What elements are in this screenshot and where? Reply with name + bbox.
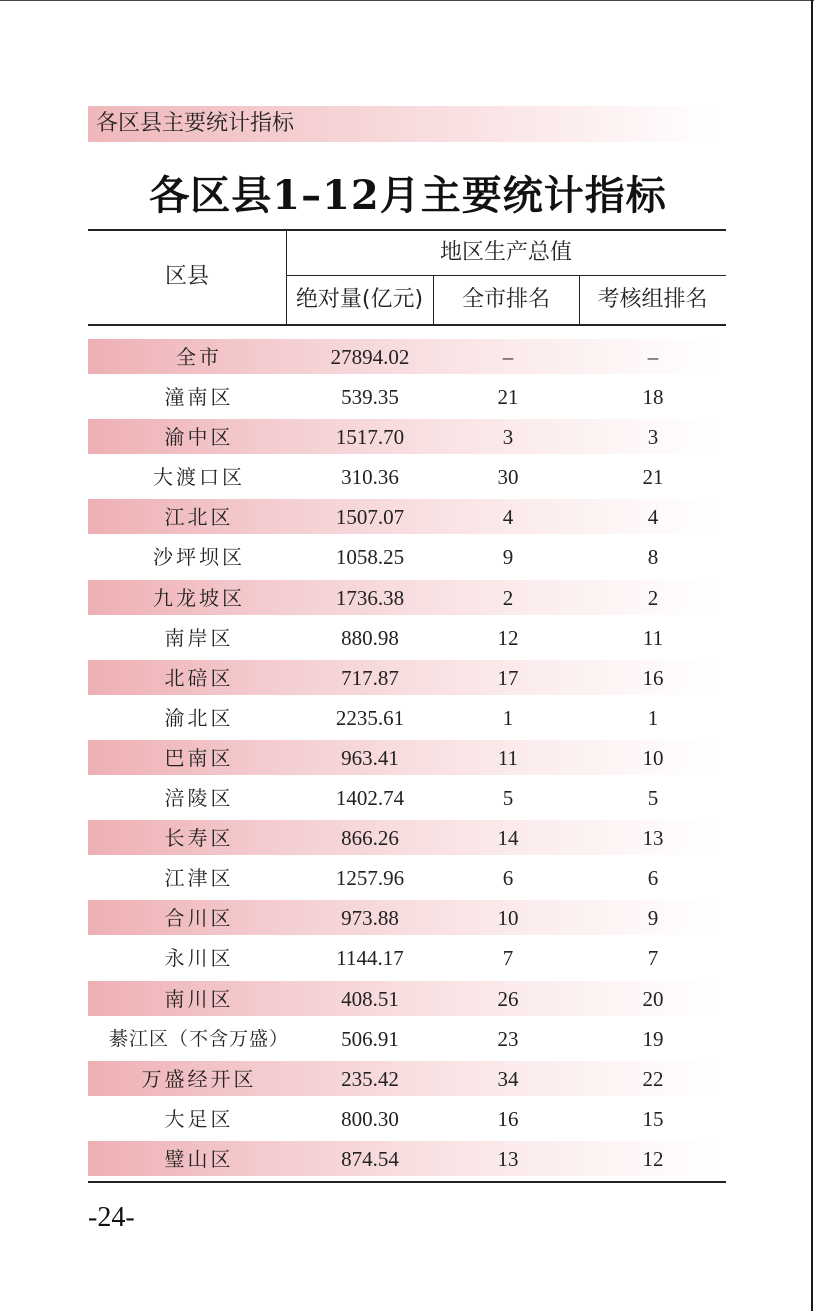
table-row — [88, 1061, 728, 1101]
district-name: 江津区 — [164, 866, 234, 891]
city-rank-value: 11 — [497, 745, 519, 770]
district-name: 永川区 — [164, 946, 234, 971]
group-rank-value: 2 — [647, 585, 659, 610]
table-row — [88, 860, 728, 900]
district-name: 渝北区 — [164, 705, 234, 730]
group-rank-value: 21 — [642, 465, 664, 490]
gdp-absolute-value: 310.36 — [341, 465, 399, 490]
table-row — [88, 940, 728, 980]
city-rank-value: 23 — [497, 1026, 519, 1051]
gdp-absolute-value: 506.91 — [341, 1026, 399, 1051]
gdp-absolute-value: 874.54 — [341, 1146, 399, 1171]
gdp-absolute-value: 2235.61 — [335, 705, 405, 730]
group-rank-value: 1 — [647, 705, 659, 730]
table-row — [88, 379, 728, 419]
table-row — [88, 820, 728, 860]
gdp-absolute-value: 1736.38 — [335, 585, 405, 610]
district-name: 渝中区 — [164, 425, 234, 450]
district-name: 璧山区 — [164, 1146, 234, 1171]
group-rank-value: 20 — [642, 986, 664, 1011]
table-bottom-rule — [88, 1181, 726, 1183]
city-rank-value: 2 — [502, 585, 514, 610]
group-rank-value: 16 — [642, 665, 664, 690]
district-name: 长寿区 — [164, 826, 234, 851]
city-rank-value: 1 — [502, 705, 514, 730]
header-gdp-group: 地区生产总值 — [439, 240, 572, 265]
table-row — [88, 580, 728, 620]
group-rank-value: 9 — [647, 906, 659, 931]
city-rank-value: 16 — [497, 1106, 519, 1131]
gdp-absolute-value: 1402.74 — [335, 786, 405, 811]
table-row — [88, 1141, 728, 1181]
city-rank-value: – — [502, 345, 514, 369]
district-name: 全市 — [176, 345, 222, 369]
header-absolute: 绝对量(亿元) — [295, 287, 424, 312]
table-top-rule — [88, 229, 726, 231]
group-rank-value: 22 — [642, 1066, 664, 1091]
table-row — [88, 459, 728, 499]
district-name: 南岸区 — [164, 625, 234, 650]
group-rank-value: 4 — [647, 505, 659, 530]
city-rank-value: 3 — [502, 425, 514, 450]
header-district: 区县 — [164, 264, 209, 289]
group-rank-value: 6 — [647, 866, 659, 891]
group-rank-value: 5 — [647, 786, 659, 811]
table-row — [88, 539, 728, 579]
table-row — [88, 419, 728, 459]
gdp-absolute-value: 1257.96 — [335, 866, 405, 891]
district-name: 合川区 — [164, 906, 234, 931]
gdp-absolute-value: 800.30 — [341, 1106, 399, 1131]
city-rank-value: 10 — [497, 906, 519, 931]
gdp-absolute-value: 973.88 — [341, 906, 399, 931]
city-rank-value: 12 — [497, 625, 519, 650]
district-name: 沙坪坝区 — [153, 545, 245, 570]
group-rank-value: – — [647, 345, 659, 369]
district-name: 巴南区 — [164, 745, 234, 770]
city-rank-value: 26 — [497, 986, 519, 1011]
district-name: 万盛经开区 — [141, 1066, 257, 1091]
city-rank-value: 7 — [502, 946, 514, 971]
group-rank-value: 18 — [642, 385, 664, 410]
table-body — [88, 339, 728, 1181]
district-name: 北碚区 — [164, 665, 234, 690]
gdp-absolute-value: 880.98 — [341, 625, 399, 650]
section-header-label: 各区县主要统计指标 — [96, 111, 295, 136]
gdp-absolute-value: 27894.02 — [330, 345, 410, 369]
city-rank-value: 17 — [497, 665, 519, 690]
gdp-absolute-value: 963.41 — [341, 745, 399, 770]
district-name: 江北区 — [164, 505, 234, 530]
city-rank-value: 5 — [502, 786, 514, 811]
district-name: 潼南区 — [164, 385, 234, 410]
table-row — [88, 780, 728, 820]
district-name: 大渡口区 — [153, 465, 245, 490]
table-row — [88, 660, 728, 700]
gdp-absolute-value: 408.51 — [341, 986, 399, 1011]
header-group-rule — [286, 275, 726, 276]
table-row — [88, 1021, 728, 1061]
city-rank-value: 4 — [502, 505, 514, 530]
gdp-absolute-value: 1517.70 — [335, 425, 405, 450]
gdp-absolute-value: 1058.25 — [335, 545, 405, 570]
table-row — [88, 900, 728, 940]
group-rank-value: 8 — [647, 545, 659, 570]
group-rank-value: 12 — [642, 1146, 664, 1171]
table-row — [88, 339, 728, 379]
page-title: 各区县1–12月主要统计指标 — [149, 172, 667, 219]
group-rank-value: 19 — [642, 1026, 664, 1051]
table-row — [88, 620, 728, 660]
group-rank-value: 13 — [642, 826, 664, 851]
district-name: 綦江区（不含万盛） — [108, 1027, 289, 1050]
page-number: -24- — [88, 1202, 135, 1233]
group-rank-value: 3 — [647, 425, 659, 450]
group-rank-value: 10 — [642, 745, 664, 770]
district-name: 涪陵区 — [164, 786, 234, 811]
gdp-absolute-value: 235.42 — [341, 1066, 399, 1091]
group-rank-value: 7 — [647, 946, 659, 971]
city-rank-value: 21 — [497, 385, 519, 410]
district-name: 九龙坡区 — [153, 585, 245, 610]
city-rank-value: 6 — [502, 866, 514, 891]
gdp-absolute-value: 1507.07 — [335, 505, 405, 530]
page-right-border — [811, 0, 813, 1311]
district-name: 大足区 — [164, 1106, 234, 1131]
gdp-absolute-value: 717.87 — [341, 665, 399, 690]
table-row — [88, 981, 728, 1021]
header-city-rank: 全市排名 — [461, 287, 550, 312]
city-rank-value: 9 — [502, 545, 514, 570]
group-rank-value: 11 — [642, 625, 664, 650]
page-top-border — [0, 0, 814, 1]
district-name: 南川区 — [164, 986, 234, 1011]
table-row — [88, 1101, 728, 1141]
table-row — [88, 700, 728, 740]
header-bottom-rule — [88, 324, 726, 326]
gdp-absolute-value: 1144.17 — [336, 946, 404, 971]
table-row — [88, 740, 728, 780]
city-rank-value: 13 — [497, 1146, 519, 1171]
city-rank-value: 34 — [497, 1066, 519, 1091]
group-rank-value: 15 — [642, 1106, 664, 1131]
city-rank-value: 14 — [497, 826, 519, 851]
gdp-absolute-value: 866.26 — [341, 826, 399, 851]
table-row — [88, 499, 728, 539]
gdp-absolute-value: 539.35 — [341, 385, 399, 410]
header-group-rank: 考核组排名 — [597, 287, 708, 312]
city-rank-value: 30 — [497, 465, 519, 490]
